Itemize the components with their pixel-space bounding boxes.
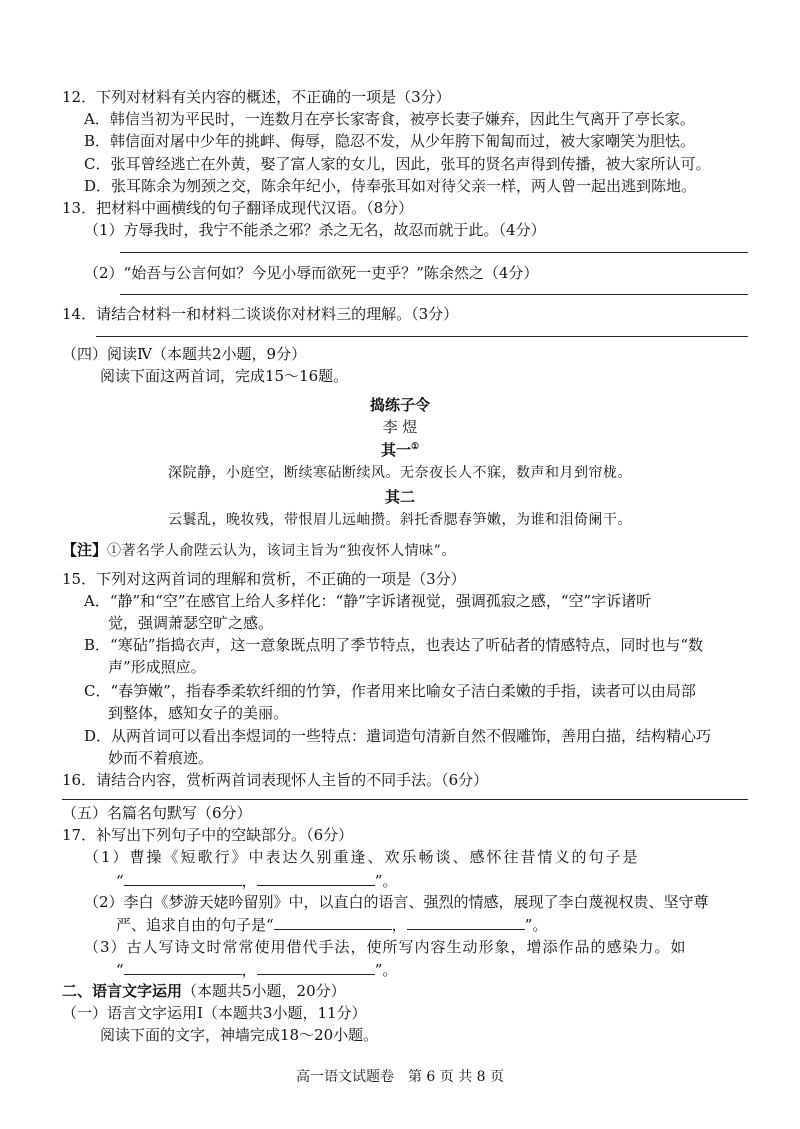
q13-item-2: （2）“始吾与公言何如？今见小辱而欲死一吏乎？”陈余然之（4分） (84, 264, 539, 282)
q12-option-b: B．韩信面对屠中少年的挑衅、侮辱，隐忍不发，从少年胯下匍匐而过，被大家嘲笑为胆怯。 (84, 132, 696, 150)
q16-stem: 16．请结合内容，赏析两首词表现怀人主旨的不同手法。（6分） (62, 771, 489, 789)
q15-option-c-cont: 到整体，感知女子的美丽。 (108, 704, 289, 722)
fill-blank[interactable] (124, 958, 242, 975)
answer-line (96, 336, 748, 337)
fill-blank[interactable] (257, 958, 375, 975)
q13-stem: 13．把材料中画横线的句子翻译成现代汉语。（8分） (62, 199, 414, 217)
q15-option-d: D．从两首词可以看出李煜词的一些特点：遣词造句清新自然不假雕饰，善用白描，结构精心巧 (84, 727, 712, 745)
q12-option-c: C．张耳曾经逃亡在外黄，娶了富人家的女儿，因此，张耳的贤名声得到传播，被大家所认可。 (84, 155, 711, 173)
q17-item-1-blanks: “ ， ”。 (0, 869, 800, 892)
q15-option-a: A．“静”和“空”在感官上给人多样化：“静”字诉诸视觉，强调孤寂之感，“空”字诉诸听 (84, 592, 652, 610)
q12-stem: 12．下列对材料有关内容的概述，不正确的一项是（3分） (62, 88, 451, 106)
answer-line (62, 799, 748, 800)
q15-option-b: B．“寒砧”指捣衣声，这一意象既点明了季节特点，也表达了听砧者的情感特点，同时也与“数 (84, 636, 704, 654)
poem-part2-title: 其二 (384, 488, 415, 506)
fill-blank[interactable] (274, 913, 392, 930)
q15-option-b-cont: 声”形成照应。 (108, 658, 206, 676)
answer-line (120, 252, 748, 253)
q17-item-2: （2）李白《梦游天姥吟留别》中，以直白的语言、强烈的情感，展现了李白蔑视权贵、坚守尊 (84, 893, 709, 911)
q15-stem: 15．下列对这两首词的理解和赏析，不正确的一项是（3分） (62, 570, 466, 588)
section5-heading: （五）名篇名句默写（6分） (62, 804, 252, 822)
q15-option-d-cont: 妙而不着痕迹。 (108, 749, 214, 767)
q17-item-1: （1）曹操《短歌行》中表达久别重逢、欢乐畅谈、感怀往昔情义的句子是 (84, 848, 640, 866)
poem-note: 【注】①著名学人俞陛云认为，该词主旨为“独夜怀人情味”。 (62, 541, 456, 559)
page-footer: 高一语文试题卷 第 6 页 共 8 页 (295, 1069, 505, 1085)
poem-part1-title: 其一① (380, 441, 420, 459)
q12-option-d: D．张耳陈余为刎颈之交，陈余年纪小，侍奉张耳如对待父亲一样，两人曾一起出逃到陈地。 (84, 177, 697, 195)
q15-option-c: C．“春笋嫩”，指春季柔软纤细的竹笋，作者用来比喻女子洁白柔嫩的手指，读者可以由局部 (84, 682, 696, 700)
section4-intro: 阅读下面这两首词，完成15～16题。 (100, 367, 349, 385)
answer-line (120, 294, 748, 295)
part2-heading: 二、语言文字运用（本题共5小题，20分） (62, 982, 346, 1000)
q17-item-3-blanks: “ ， ”。 (0, 958, 800, 981)
q12-option-a: A．韩信当初为平民时，一连数月在亭长家寄食，被亭长妻子嫌弃，因此生气离开了亭长家。 (84, 110, 695, 128)
poem-part2-text: 云鬟乱，晚妆残，带恨眉儿远岫攒。斜托香腮春笋嫩，为谁和泪倚阑干。 (168, 512, 632, 528)
poem-part1-text: 深院静，小庭空，断续寒砧断续风。无奈夜长人不寐，数声和月到帘栊。 (168, 465, 632, 481)
q14-stem: 14．请结合材料一和材料二谈谈你对材料三的理解。（3分） (62, 305, 459, 323)
q17-item-3: （3）古人写诗文时常常使用借代手法，使所写内容生动形象，增添作品的感染力。如 (84, 938, 687, 956)
poem-title: 捣练子令 (369, 396, 430, 414)
part2-sub-heading: （一）语言文字运用Ⅰ（本题共3小题，11分） (62, 1004, 367, 1022)
fill-blank[interactable] (407, 913, 525, 930)
q15-option-a-cont: 觉，强调萧瑟空旷之感。 (108, 614, 274, 632)
q17-stem: 17．补写出下列句子中的空缺部分。（6分） (62, 826, 354, 844)
q13-item-1: （1）方辱我时，我宁不能杀之邪？杀之无名，故忍而就于此。（4分） (84, 221, 546, 239)
q17-item-2-blanks: 严、追求自由的句子是“ ， ”。 (0, 913, 800, 936)
fill-blank[interactable] (124, 869, 242, 886)
fill-blank[interactable] (257, 869, 375, 886)
section4-heading: （四）阅读Ⅳ（本题共2小题，9分） (62, 345, 307, 363)
part2-intro: 阅读下面的文字，神墙完成18～20小题。 (100, 1026, 379, 1044)
poem-author: 李 煜 (382, 418, 418, 436)
